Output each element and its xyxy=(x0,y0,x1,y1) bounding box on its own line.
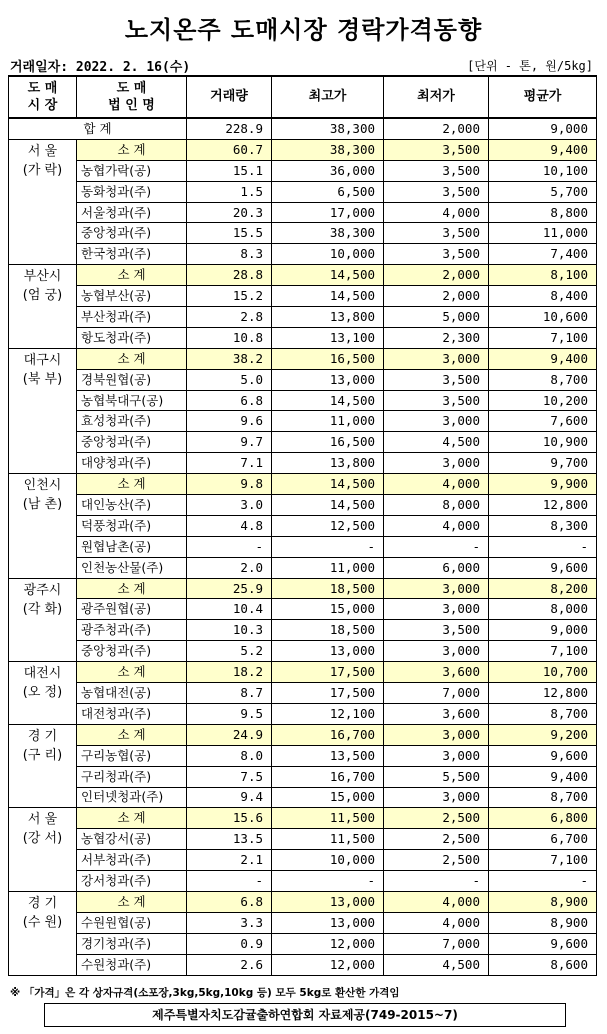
table-row xyxy=(9,453,597,474)
market-name: 경 기 (수 원) xyxy=(9,891,77,975)
avg-price-cell: - xyxy=(489,871,597,892)
max-price-cell: 6,500 xyxy=(272,181,384,202)
avg-price-cell: 9,400 xyxy=(489,348,597,369)
max-price-cell: 13,000 xyxy=(272,369,384,390)
subtotal-row xyxy=(9,474,597,495)
min-price-cell: 8,000 xyxy=(384,495,489,516)
corporation-name: 농협부산(공) xyxy=(77,286,187,307)
market-name: 서 울 (강 서) xyxy=(9,808,77,892)
avg-price-cell: 9,900 xyxy=(489,474,597,495)
table-row xyxy=(9,181,597,202)
max-price-cell: 12,000 xyxy=(272,933,384,954)
min-price-cell: 2,500 xyxy=(384,808,489,829)
max-price-cell: 14,500 xyxy=(272,495,384,516)
volume-cell: 8.0 xyxy=(187,745,272,766)
max-price-cell: 10,000 xyxy=(272,850,384,871)
min-price-cell: 3,600 xyxy=(384,703,489,724)
volume-cell: 2.1 xyxy=(187,850,272,871)
min-price-cell: 6,000 xyxy=(384,557,489,578)
avg-price-cell: 8,900 xyxy=(489,912,597,933)
volume-cell: 10.8 xyxy=(187,327,272,348)
max-price-cell: 15,000 xyxy=(272,787,384,808)
volume-cell: 15.6 xyxy=(187,808,272,829)
max-price-cell: 18,500 xyxy=(272,578,384,599)
avg-price-cell: 9,200 xyxy=(489,724,597,745)
volume-cell: 25.9 xyxy=(187,578,272,599)
max-price-cell: 15,000 xyxy=(272,599,384,620)
corporation-name: 서울청과(주) xyxy=(77,202,187,223)
corporation-name: 대전청과(주) xyxy=(77,703,187,724)
max-price-cell: 16,700 xyxy=(272,724,384,745)
corporation-name: 대양청과(주) xyxy=(77,453,187,474)
volume-cell: 60.7 xyxy=(187,139,272,160)
corporation-name: 농협가락(공) xyxy=(77,160,187,181)
header-min-price: 최저가 xyxy=(384,76,489,118)
avg-price-cell: 12,800 xyxy=(489,683,597,704)
max-price-cell: 13,500 xyxy=(272,745,384,766)
subtotal-row xyxy=(9,891,597,912)
min-price-cell: 3,500 xyxy=(384,390,489,411)
avg-price-cell: 8,700 xyxy=(489,703,597,724)
max-price-cell: 17,500 xyxy=(272,683,384,704)
source-credit: 제주특별자치도감귤출하연합회 자료제공(749-2015~7) xyxy=(44,1003,566,1027)
volume-cell: 0.9 xyxy=(187,933,272,954)
volume-cell: 24.9 xyxy=(187,724,272,745)
avg-price-cell: 11,000 xyxy=(489,223,597,244)
corporation-name: 구리농협(공) xyxy=(77,745,187,766)
corporation-name: 부산청과(주) xyxy=(77,307,187,328)
min-price-cell: 3,000 xyxy=(384,745,489,766)
min-price-cell: 4,000 xyxy=(384,474,489,495)
min-price-cell: 3,500 xyxy=(384,223,489,244)
volume-cell: 6.8 xyxy=(187,891,272,912)
min-price-cell: 3,000 xyxy=(384,641,489,662)
volume-cell: 10.4 xyxy=(187,599,272,620)
subtotal-row xyxy=(9,139,597,160)
table-row xyxy=(9,766,597,787)
avg-price-cell: 10,100 xyxy=(489,160,597,181)
corporation-name: 소 계 xyxy=(77,578,187,599)
min-price-cell: 3,000 xyxy=(384,348,489,369)
volume-cell: 2.6 xyxy=(187,954,272,975)
table-row xyxy=(9,871,597,892)
max-price-cell: - xyxy=(272,536,384,557)
avg-price-cell: 8,600 xyxy=(489,954,597,975)
avg-price-cell: 8,900 xyxy=(489,891,597,912)
table-row xyxy=(9,683,597,704)
corporation-name: 농협대전(공) xyxy=(77,683,187,704)
market-name: 대구시 (북 부) xyxy=(9,348,77,473)
table-row xyxy=(9,223,597,244)
total-max: 38,300 xyxy=(272,118,384,139)
max-price-cell: 14,500 xyxy=(272,390,384,411)
table-row xyxy=(9,411,597,432)
corporation-name: 농협북대구(공) xyxy=(77,390,187,411)
table-row xyxy=(9,703,597,724)
min-price-cell: 3,500 xyxy=(384,620,489,641)
table-row xyxy=(9,515,597,536)
corporation-name: 경기청과(주) xyxy=(77,933,187,954)
min-price-cell: 2,000 xyxy=(384,286,489,307)
min-price-cell: 7,000 xyxy=(384,683,489,704)
avg-price-cell: 6,800 xyxy=(489,808,597,829)
header-avg-price: 평균가 xyxy=(489,76,597,118)
volume-cell: 1.5 xyxy=(187,181,272,202)
avg-price-cell: 12,800 xyxy=(489,495,597,516)
avg-price-cell: 10,900 xyxy=(489,432,597,453)
volume-cell: 38.2 xyxy=(187,348,272,369)
min-price-cell: 3,500 xyxy=(384,139,489,160)
volume-cell: 9.6 xyxy=(187,411,272,432)
corporation-name: 소 계 xyxy=(77,808,187,829)
subtotal-row xyxy=(9,348,597,369)
corporation-name: 광주청과(주) xyxy=(77,620,187,641)
min-price-cell: - xyxy=(384,871,489,892)
table-row xyxy=(9,599,597,620)
table-row xyxy=(9,327,597,348)
volume-cell: 4.8 xyxy=(187,515,272,536)
unit-note: [단위 - 톤, 원/5kg] xyxy=(467,59,593,73)
total-volume: 228.9 xyxy=(187,118,272,139)
corporation-name: 강서청과(주) xyxy=(77,871,187,892)
volume-cell: 9.5 xyxy=(187,703,272,724)
min-price-cell: 3,000 xyxy=(384,411,489,432)
avg-price-cell: 10,200 xyxy=(489,390,597,411)
max-price-cell: - xyxy=(272,871,384,892)
max-price-cell: 12,500 xyxy=(272,515,384,536)
corporation-name: 중앙청과(주) xyxy=(77,641,187,662)
avg-price-cell: 6,700 xyxy=(489,829,597,850)
table-row xyxy=(9,954,597,975)
avg-price-cell: - xyxy=(489,536,597,557)
price-table xyxy=(8,75,597,976)
min-price-cell: 7,000 xyxy=(384,933,489,954)
corporation-name: 인천농산물(주) xyxy=(77,557,187,578)
avg-price-cell: 9,600 xyxy=(489,557,597,578)
max-price-cell: 18,500 xyxy=(272,620,384,641)
header-market: 도 매 시 장 xyxy=(9,76,77,118)
volume-cell: 28.8 xyxy=(187,265,272,286)
max-price-cell: 13,800 xyxy=(272,453,384,474)
corporation-name: 구리청과(주) xyxy=(77,766,187,787)
total-min: 2,000 xyxy=(384,118,489,139)
corporation-name: 농협강서(공) xyxy=(77,829,187,850)
total-row xyxy=(9,118,597,139)
table-body xyxy=(9,118,597,975)
table-row xyxy=(9,202,597,223)
table-row xyxy=(9,244,597,265)
corporation-name: 소 계 xyxy=(77,265,187,286)
avg-price-cell: 5,700 xyxy=(489,181,597,202)
max-price-cell: 38,300 xyxy=(272,139,384,160)
volume-cell: 5.2 xyxy=(187,641,272,662)
corporation-name: 한국청과(주) xyxy=(77,244,187,265)
table-row xyxy=(9,160,597,181)
min-price-cell: 3,000 xyxy=(384,453,489,474)
market-name: 인천시 (남 촌) xyxy=(9,474,77,578)
max-price-cell: 13,800 xyxy=(272,307,384,328)
volume-cell: - xyxy=(187,536,272,557)
max-price-cell: 36,000 xyxy=(272,160,384,181)
max-price-cell: 13,100 xyxy=(272,327,384,348)
table-row xyxy=(9,745,597,766)
avg-price-cell: 9,700 xyxy=(489,453,597,474)
table-row xyxy=(9,557,597,578)
max-price-cell: 14,500 xyxy=(272,474,384,495)
corporation-name: 수원청과(주) xyxy=(77,954,187,975)
market-name: 경 기 (구 리) xyxy=(9,724,77,808)
avg-price-cell: 9,000 xyxy=(489,620,597,641)
volume-cell: 2.8 xyxy=(187,307,272,328)
volume-cell: 5.0 xyxy=(187,369,272,390)
max-price-cell: 13,000 xyxy=(272,891,384,912)
volume-cell: 7.5 xyxy=(187,766,272,787)
corporation-name: 효성청과(주) xyxy=(77,411,187,432)
header-row xyxy=(9,76,597,118)
table-row xyxy=(9,850,597,871)
volume-cell: 9.4 xyxy=(187,787,272,808)
corporation-name: 소 계 xyxy=(77,348,187,369)
avg-price-cell: 8,800 xyxy=(489,202,597,223)
volume-cell: 15.5 xyxy=(187,223,272,244)
max-price-cell: 11,500 xyxy=(272,829,384,850)
table-row xyxy=(9,495,597,516)
corporation-name: 수원원협(공) xyxy=(77,912,187,933)
min-price-cell: 3,500 xyxy=(384,160,489,181)
footnote: ※ 「가격」은 각 상자규격(소포장,3kg,5kg,10kg 등) 모두 5kg로 환산한 가격임 xyxy=(10,987,400,999)
table-row xyxy=(9,787,597,808)
max-price-cell: 11,500 xyxy=(272,808,384,829)
min-price-cell: 3,000 xyxy=(384,787,489,808)
page-title: 노지온주 도매시장 경락가격동향 xyxy=(124,16,483,44)
min-price-cell: 4,000 xyxy=(384,891,489,912)
volume-cell: - xyxy=(187,871,272,892)
min-price-cell: 5,500 xyxy=(384,766,489,787)
subtotal-row xyxy=(9,265,597,286)
volume-cell: 15.1 xyxy=(187,160,272,181)
volume-cell: 6.8 xyxy=(187,390,272,411)
max-price-cell: 11,000 xyxy=(272,411,384,432)
max-price-cell: 14,500 xyxy=(272,265,384,286)
avg-price-cell: 10,700 xyxy=(489,662,597,683)
table-row xyxy=(9,829,597,850)
avg-price-cell: 9,400 xyxy=(489,766,597,787)
max-price-cell: 14,500 xyxy=(272,286,384,307)
max-price-cell: 10,000 xyxy=(272,244,384,265)
min-price-cell: 3,500 xyxy=(384,181,489,202)
corporation-name: 중앙청과(주) xyxy=(77,432,187,453)
min-price-cell: 3,500 xyxy=(384,369,489,390)
min-price-cell: 4,000 xyxy=(384,515,489,536)
table-row xyxy=(9,432,597,453)
corporation-name: 경북원협(공) xyxy=(77,369,187,390)
market-name: 광주시 (각 화) xyxy=(9,578,77,662)
max-price-cell: 38,300 xyxy=(272,223,384,244)
corporation-name: 원협남촌(공) xyxy=(77,536,187,557)
avg-price-cell: 10,600 xyxy=(489,307,597,328)
corporation-name: 항도청과(주) xyxy=(77,327,187,348)
volume-cell: 2.0 xyxy=(187,557,272,578)
total-label: 합 계 xyxy=(9,118,187,139)
min-price-cell: 2,500 xyxy=(384,850,489,871)
volume-cell: 7.1 xyxy=(187,453,272,474)
market-name: 서 울 (가 락) xyxy=(9,139,77,264)
market-name: 대전시 (오 정) xyxy=(9,662,77,725)
corporation-name: 인터넷청과(주) xyxy=(77,787,187,808)
max-price-cell: 12,100 xyxy=(272,703,384,724)
table-row xyxy=(9,933,597,954)
min-price-cell: 3,600 xyxy=(384,662,489,683)
corporation-name: 중앙청과(주) xyxy=(77,223,187,244)
volume-cell: 13.5 xyxy=(187,829,272,850)
header-volume: 거래량 xyxy=(187,76,272,118)
min-price-cell: 2,500 xyxy=(384,829,489,850)
avg-price-cell: 7,100 xyxy=(489,641,597,662)
avg-price-cell: 9,400 xyxy=(489,139,597,160)
table-row xyxy=(9,390,597,411)
corporation-name: 동화청과(주) xyxy=(77,181,187,202)
avg-price-cell: 8,700 xyxy=(489,787,597,808)
max-price-cell: 16,700 xyxy=(272,766,384,787)
avg-price-cell: 8,000 xyxy=(489,599,597,620)
max-price-cell: 17,500 xyxy=(272,662,384,683)
avg-price-cell: 7,400 xyxy=(489,244,597,265)
subtotal-row xyxy=(9,808,597,829)
avg-price-cell: 9,600 xyxy=(489,745,597,766)
min-price-cell: 3,500 xyxy=(384,244,489,265)
corporation-name: 소 계 xyxy=(77,139,187,160)
avg-price-cell: 8,300 xyxy=(489,515,597,536)
table-row xyxy=(9,641,597,662)
corporation-name: 덕풍청과(주) xyxy=(77,515,187,536)
volume-cell: 8.7 xyxy=(187,683,272,704)
min-price-cell: 4,000 xyxy=(384,202,489,223)
max-price-cell: 12,000 xyxy=(272,954,384,975)
avg-price-cell: 7,100 xyxy=(489,327,597,348)
subtotal-row xyxy=(9,662,597,683)
min-price-cell: 4,500 xyxy=(384,954,489,975)
subtotal-row xyxy=(9,578,597,599)
corporation-name: 광주원협(공) xyxy=(77,599,187,620)
table-row xyxy=(9,912,597,933)
min-price-cell: - xyxy=(384,536,489,557)
volume-cell: 8.3 xyxy=(187,244,272,265)
corporation-name: 소 계 xyxy=(77,891,187,912)
min-price-cell: 2,000 xyxy=(384,265,489,286)
max-price-cell: 16,500 xyxy=(272,432,384,453)
volume-cell: 10.3 xyxy=(187,620,272,641)
table-row xyxy=(9,620,597,641)
avg-price-cell: 8,200 xyxy=(489,578,597,599)
volume-cell: 3.3 xyxy=(187,912,272,933)
volume-cell: 15.2 xyxy=(187,286,272,307)
table-row xyxy=(9,536,597,557)
avg-price-cell: 8,100 xyxy=(489,265,597,286)
max-price-cell: 17,000 xyxy=(272,202,384,223)
min-price-cell: 3,000 xyxy=(384,724,489,745)
corporation-name: 대인농산(주) xyxy=(77,495,187,516)
volume-cell: 9.8 xyxy=(187,474,272,495)
volume-cell: 3.0 xyxy=(187,495,272,516)
max-price-cell: 13,000 xyxy=(272,641,384,662)
avg-price-cell: 8,400 xyxy=(489,286,597,307)
volume-cell: 9.7 xyxy=(187,432,272,453)
volume-cell: 18.2 xyxy=(187,662,272,683)
trade-date: 거래일자: 2022. 2. 16(수) xyxy=(10,60,191,75)
max-price-cell: 11,000 xyxy=(272,557,384,578)
subtotal-row xyxy=(9,724,597,745)
volume-cell: 20.3 xyxy=(187,202,272,223)
max-price-cell: 16,500 xyxy=(272,348,384,369)
header-max-price: 최고가 xyxy=(272,76,384,118)
min-price-cell: 4,500 xyxy=(384,432,489,453)
max-price-cell: 13,000 xyxy=(272,912,384,933)
min-price-cell: 3,000 xyxy=(384,599,489,620)
avg-price-cell: 8,700 xyxy=(489,369,597,390)
avg-price-cell: 7,600 xyxy=(489,411,597,432)
corporation-name: 소 계 xyxy=(77,724,187,745)
corporation-name: 소 계 xyxy=(77,474,187,495)
table-row xyxy=(9,307,597,328)
corporation-name: 소 계 xyxy=(77,662,187,683)
min-price-cell: 2,300 xyxy=(384,327,489,348)
table-row xyxy=(9,369,597,390)
min-price-cell: 3,000 xyxy=(384,578,489,599)
avg-price-cell: 9,600 xyxy=(489,933,597,954)
table-row xyxy=(9,286,597,307)
header-corporation: 도 매 법 인 명 xyxy=(77,76,187,118)
market-name: 부산시 (엄 궁) xyxy=(9,265,77,349)
min-price-cell: 5,000 xyxy=(384,307,489,328)
avg-price-cell: 7,100 xyxy=(489,850,597,871)
min-price-cell: 4,000 xyxy=(384,912,489,933)
total-avg: 9,000 xyxy=(489,118,597,139)
corporation-name: 서부청과(주) xyxy=(77,850,187,871)
